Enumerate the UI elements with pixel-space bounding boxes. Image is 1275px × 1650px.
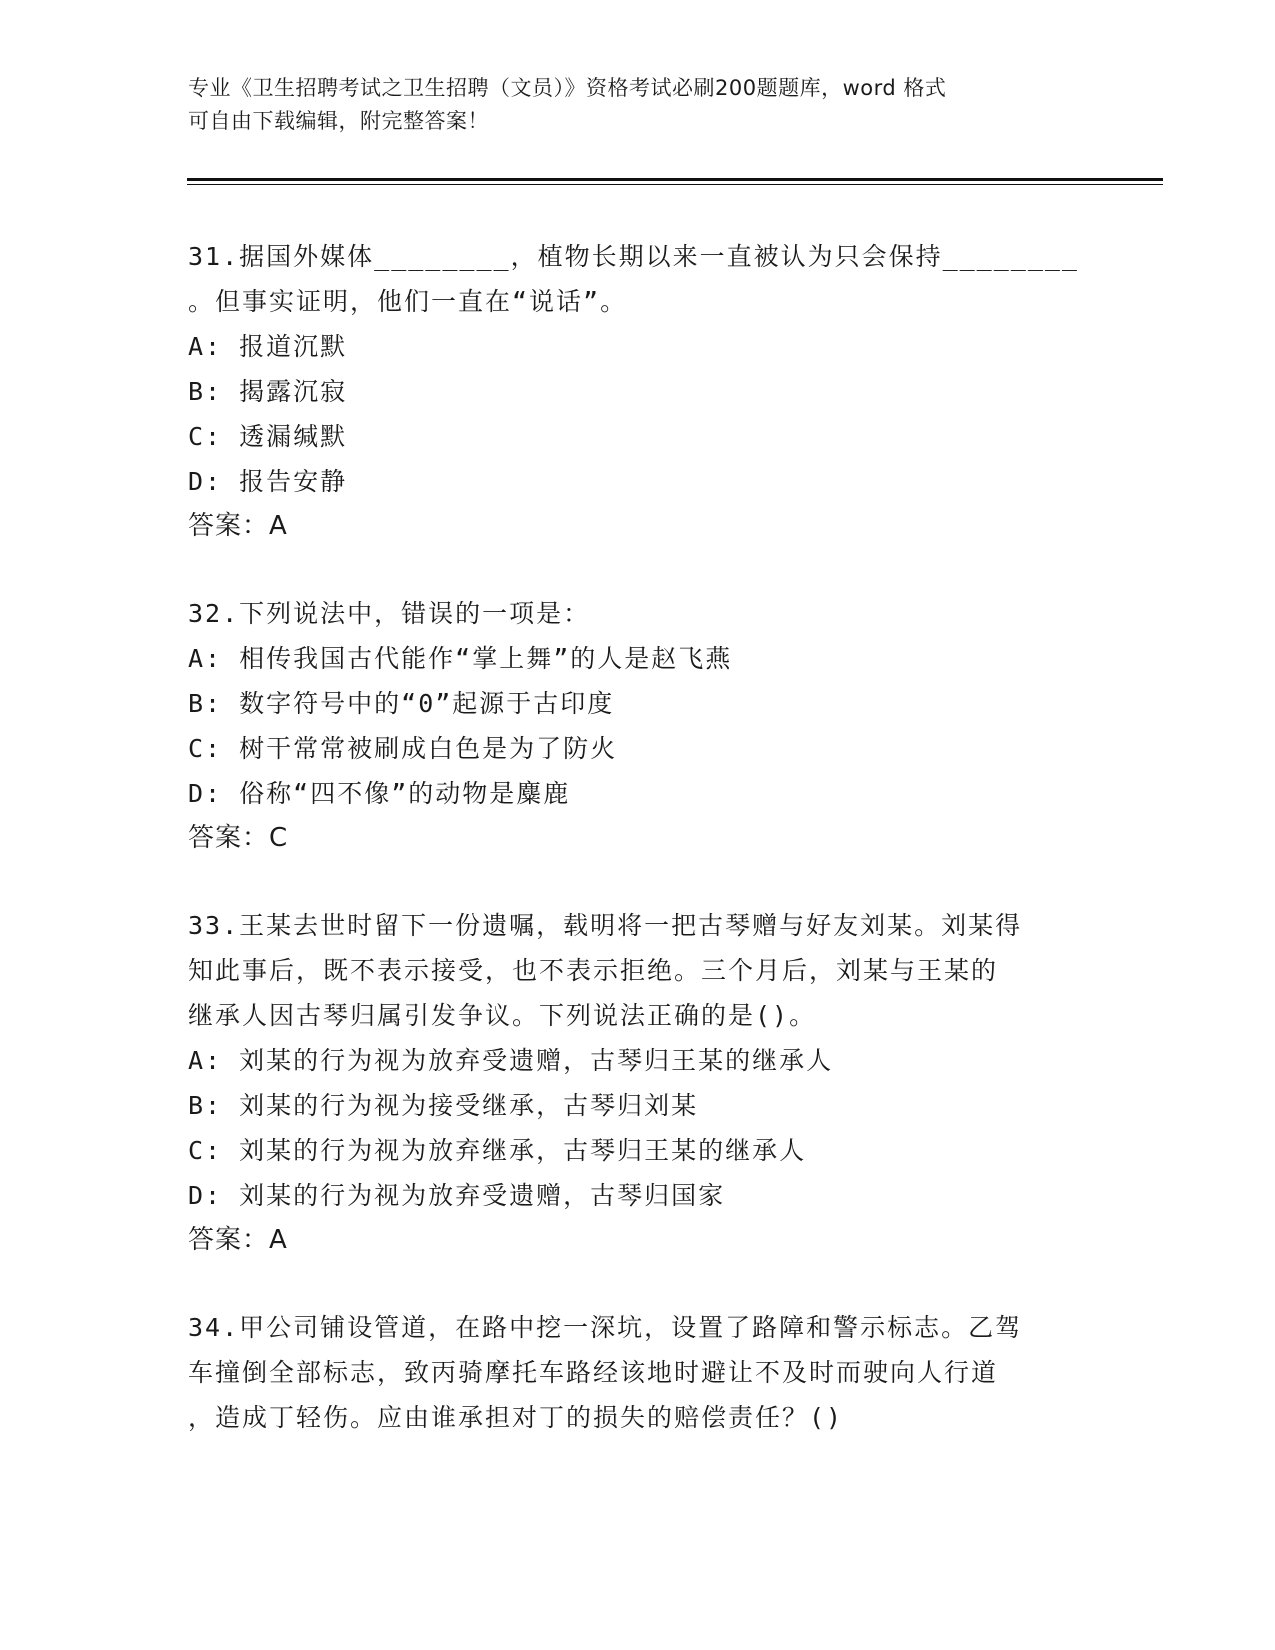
option-d: D: 俗称“四不像”的动物是麋鹿: [188, 779, 571, 808]
answer-label: 答案：C: [188, 823, 289, 853]
question-31: [188, 234, 1088, 549]
option-b: B: 数字符号中的“0”起源于古印度: [188, 689, 615, 718]
question-33: [188, 903, 1088, 1263]
option-c: C: 刘某的行为视为放弃继承，古琴归王某的继承人: [188, 1136, 807, 1165]
question-stem-line: 知此事后，既不表示接受，也不表示拒绝。三个月后，刘某与王某的: [188, 956, 999, 985]
question-stem-line: 31.据国外媒体________，植物长期以来一直被认为只会保持________: [188, 242, 1079, 271]
header-divider-thick: [187, 178, 1163, 181]
answer-label: 答案：A: [188, 511, 288, 541]
question-34: [188, 1305, 1088, 1440]
option-c: C: 树干常常被刷成白色是为了防火: [188, 734, 618, 763]
option-b: B: 揭露沉寂: [188, 377, 348, 406]
question-stem-line: 32.下列说法中，错误的一项是：: [188, 599, 591, 628]
option-a: A: 相传我国古代能作“掌上舞”的人是赵飞燕: [188, 644, 733, 673]
option-b: B: 刘某的行为视为接受继承，古琴归刘某: [188, 1091, 699, 1120]
answer-label: 答案：A: [188, 1225, 288, 1255]
option-d: D: 报告安静: [188, 467, 348, 496]
question-stem-line: 34.甲公司铺设管道，在路中挖一深坑，设置了路障和警示标志。乙驾: [188, 1313, 1023, 1342]
question-stem-line: 33.王某去世时留下一份遗嘱，载明将一把古琴赠与好友刘某。刘某得: [188, 911, 1023, 940]
document-header: [188, 72, 1068, 138]
question-stem-line: 车撞倒全部标志，致丙骑摩托车路经该地时避让不及时而驶向人行道: [188, 1358, 999, 1387]
question-32: [188, 591, 1088, 861]
header-line-2: 可自由下载编辑，附完整答案！: [188, 109, 489, 133]
question-stem-line: 继承人因古琴归属引发争议。下列说法正确的是()。: [188, 1001, 817, 1030]
option-a: A: 刘某的行为视为放弃受遗赠，古琴归王某的继承人: [188, 1046, 834, 1075]
question-stem-line: ，造成丁轻伤。应由谁承担对丁的损失的赔偿责任？(): [188, 1403, 844, 1432]
option-a: A: 报道沉默: [188, 332, 348, 361]
question-list: [188, 234, 1088, 1482]
option-c: C: 透漏缄默: [188, 422, 348, 451]
header-divider-thin: [187, 184, 1163, 185]
question-stem-line: 。但事实证明，他们一直在“说话”。: [188, 287, 628, 316]
option-d: D: 刘某的行为视为放弃受遗赠，古琴归国家: [188, 1181, 726, 1210]
header-line-1: 专业《卫生招聘考试之卫生招聘（文员）》资格考试必刷200题题库，word 格式: [188, 76, 947, 100]
